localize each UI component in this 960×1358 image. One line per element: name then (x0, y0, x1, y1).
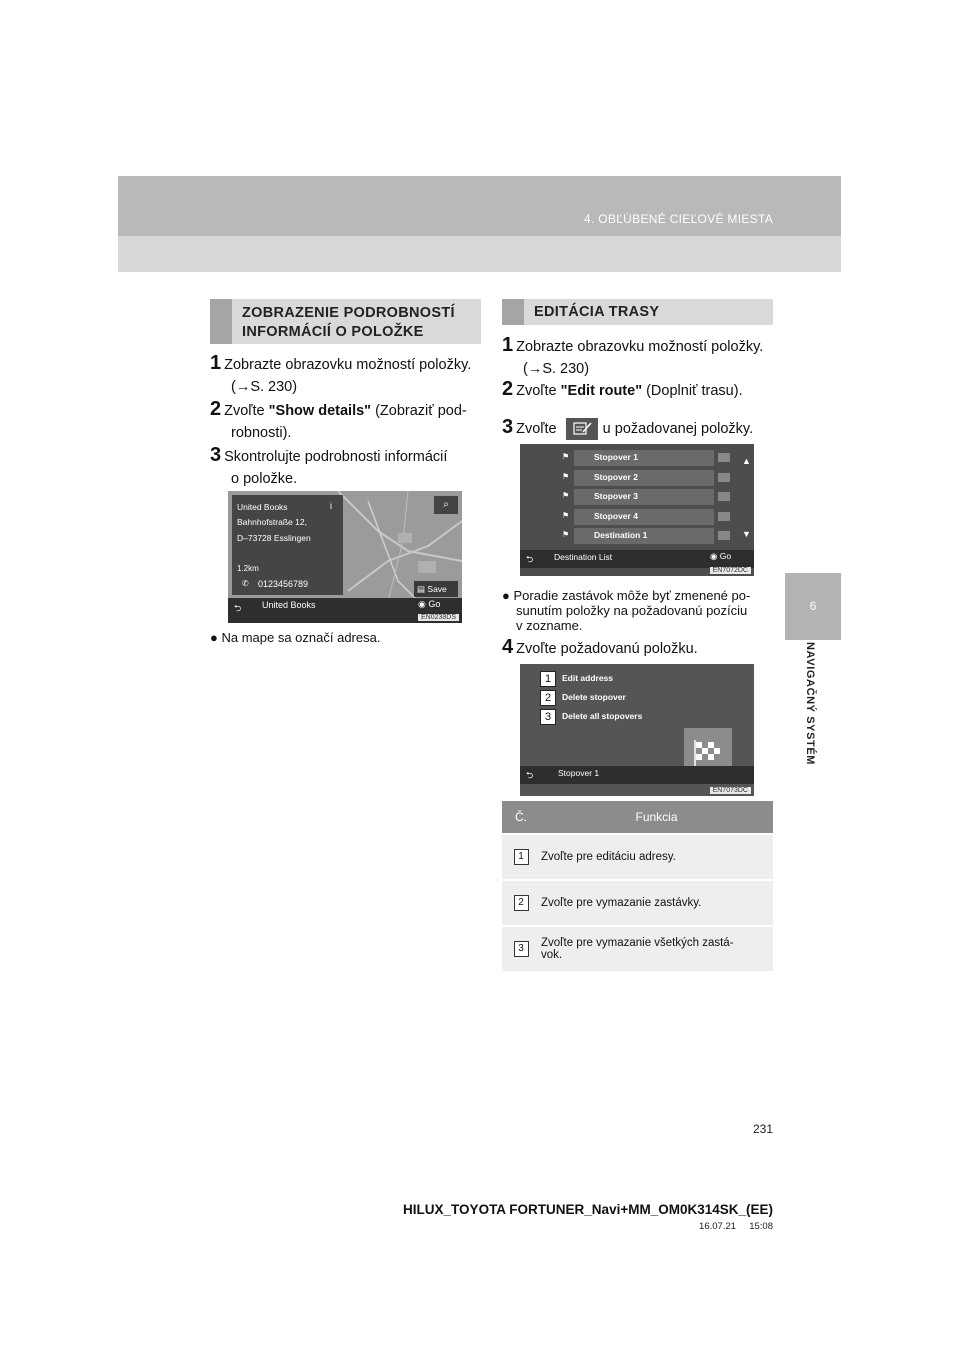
right-step-4: 4 Zvoľte požadovanú položku. (502, 636, 698, 658)
section-header-details (210, 299, 481, 344)
screen-footer-bar (520, 766, 754, 784)
flag-icon: ⚑ (562, 510, 570, 520)
edit-icon[interactable] (718, 492, 730, 501)
phone-icon[interactable]: ✆ (242, 579, 249, 588)
row-text: Zvoľte pre vymazanie všetkých zastá- (541, 937, 734, 949)
chapter-side-label (790, 642, 830, 792)
doc-id: HILUX_TOYOTA FORTUNER_Navi+MM_OM0K314SK_(EE) (403, 1202, 773, 1217)
table-row (502, 926, 773, 971)
row-number: 1 (514, 849, 529, 865)
edit-icon[interactable] (718, 473, 730, 482)
image-tag: EN7072DC (710, 567, 751, 574)
header-band (118, 176, 841, 236)
list-item-label: Destination 1 (594, 530, 648, 540)
list-item[interactable] (574, 509, 714, 525)
chapter-side-label-text: NAVIGAČNÝ SYSTÉM (804, 642, 816, 766)
option-number-label: 1 (540, 671, 556, 687)
chapter-tab-number: 6 (785, 573, 841, 640)
details-distance: 1.2km (237, 564, 259, 573)
left-step-3: 3 Skontrolujte podrobnosti informácií o položke. (210, 444, 448, 487)
go-button[interactable]: ◉ Go (418, 599, 441, 609)
list-item-label: Stopover 4 (594, 510, 638, 521)
option-item-label: Delete stopover (562, 692, 626, 702)
details-phone[interactable]: 0123456789 (258, 579, 309, 589)
back-icon[interactable]: ⮌ (526, 554, 534, 564)
left-step-2: 2 Zvoľte "Show details" (Zobraziť pod- robnosti). (210, 398, 467, 441)
table-header-function: Funkcia (540, 801, 773, 834)
right-step-3: 3 Zvoľte u požadovanej položky. (502, 416, 774, 440)
edit-icon (566, 418, 598, 440)
flag-icon: ⚑ (562, 452, 570, 461)
image-tag: EN0238DS (418, 614, 459, 621)
details-city: D–73728 Esslingen (237, 533, 311, 543)
list-item-label: Stopover 3 (594, 491, 638, 501)
info-icon[interactable]: i (330, 501, 332, 511)
right-step-1: 1 Zobrazte obrazovku možností položky. (→S. 230) (502, 334, 764, 377)
left-bullet: ● Na mape sa označí adresa. (210, 630, 381, 645)
row-number: 3 (514, 941, 529, 957)
zoom-search-icon[interactable]: ⌕ (434, 496, 458, 514)
page-number: 231 (752, 1122, 773, 1136)
table-row (502, 834, 773, 880)
left-step-1: 1 Zobrazte obrazovku možností položky. (→S. 230) (210, 352, 472, 395)
edit-icon[interactable] (718, 453, 730, 462)
list-item[interactable] (574, 450, 714, 466)
header-sub-band (118, 236, 841, 272)
list-item[interactable] (574, 528, 714, 544)
list-item[interactable] (574, 470, 714, 486)
scroll-up-icon[interactable]: ▲ (742, 456, 751, 466)
table-header-row (502, 801, 773, 834)
section-title-line2: INFORMÁCIÍ O POLOŽKE (242, 324, 424, 340)
go-button[interactable]: ◉ Go (710, 551, 732, 561)
back-icon[interactable]: ⮌ (526, 770, 534, 780)
section-header-bar (210, 299, 232, 344)
section-title-line1: ZOBRAZENIE PODROBNOSTÍ (242, 305, 455, 321)
list-item-label: Stopover 1 (594, 452, 638, 462)
section-title: EDITÁCIA TRASY (534, 304, 660, 320)
edit-icon[interactable] (718, 512, 730, 521)
flag-icon: ⚑ (562, 491, 570, 500)
details-name: United Books (237, 502, 288, 512)
bullet-dot-icon: ● (502, 588, 510, 603)
right-bullet: ● Poradie zastávok môže byť zmenené po- sunutím položky na požadovanú pozíciu v zozname. (502, 588, 751, 633)
option-item-label: Edit address (562, 673, 614, 683)
details-street: Bahnhofstraße 12, (237, 517, 307, 527)
chapter-title: 4. OBĽÚBENÉ CIEĽOVÉ MIESTA (584, 212, 773, 226)
flag-icon: ⚑ (562, 530, 570, 539)
table-row (502, 880, 773, 926)
screen-show-details (228, 491, 462, 623)
screen-stopover-options (520, 664, 754, 796)
section-header-edit-route (502, 299, 773, 325)
option-item[interactable] (560, 670, 740, 686)
edit-icon[interactable] (718, 531, 730, 540)
section-header-bar (502, 299, 524, 325)
screen-destination-list (520, 444, 754, 576)
screen-footer-title: Stopover 1 (558, 768, 600, 778)
row-text: Zvoľte pre vymazanie zastávky. (540, 880, 773, 926)
row-text-cont: vok. (541, 949, 563, 961)
image-tag: EN7073DC (710, 787, 751, 794)
row-text: Zvoľte pre editáciu adresy. (540, 834, 773, 880)
back-icon[interactable]: ⮌ (234, 603, 242, 613)
table-header-num: Č. (502, 801, 540, 834)
list-item-label: Stopover 2 (594, 471, 638, 482)
screen-footer-title: Destination List (554, 552, 613, 562)
flag-icon: ⚑ (562, 471, 570, 481)
option-item[interactable] (560, 708, 740, 724)
scroll-down-icon[interactable]: ▼ (742, 529, 751, 539)
screen-footer-title: United Books (262, 600, 316, 610)
option-item[interactable] (560, 689, 740, 705)
save-button[interactable]: ▤ Save (414, 581, 458, 597)
function-table (502, 801, 773, 971)
list-item[interactable] (574, 489, 714, 505)
right-step-2: 2 Zvoľte "Edit route" (Doplniť trasu). (502, 378, 743, 400)
bullet-dot-icon: ● (210, 630, 218, 645)
option-number-label: 2 (540, 690, 556, 706)
doc-date: 16.07.21 15:08 (699, 1221, 773, 1232)
option-number-label: 3 (540, 709, 556, 725)
option-item-label: Delete all stopovers (562, 711, 643, 721)
row-number: 2 (514, 895, 529, 911)
